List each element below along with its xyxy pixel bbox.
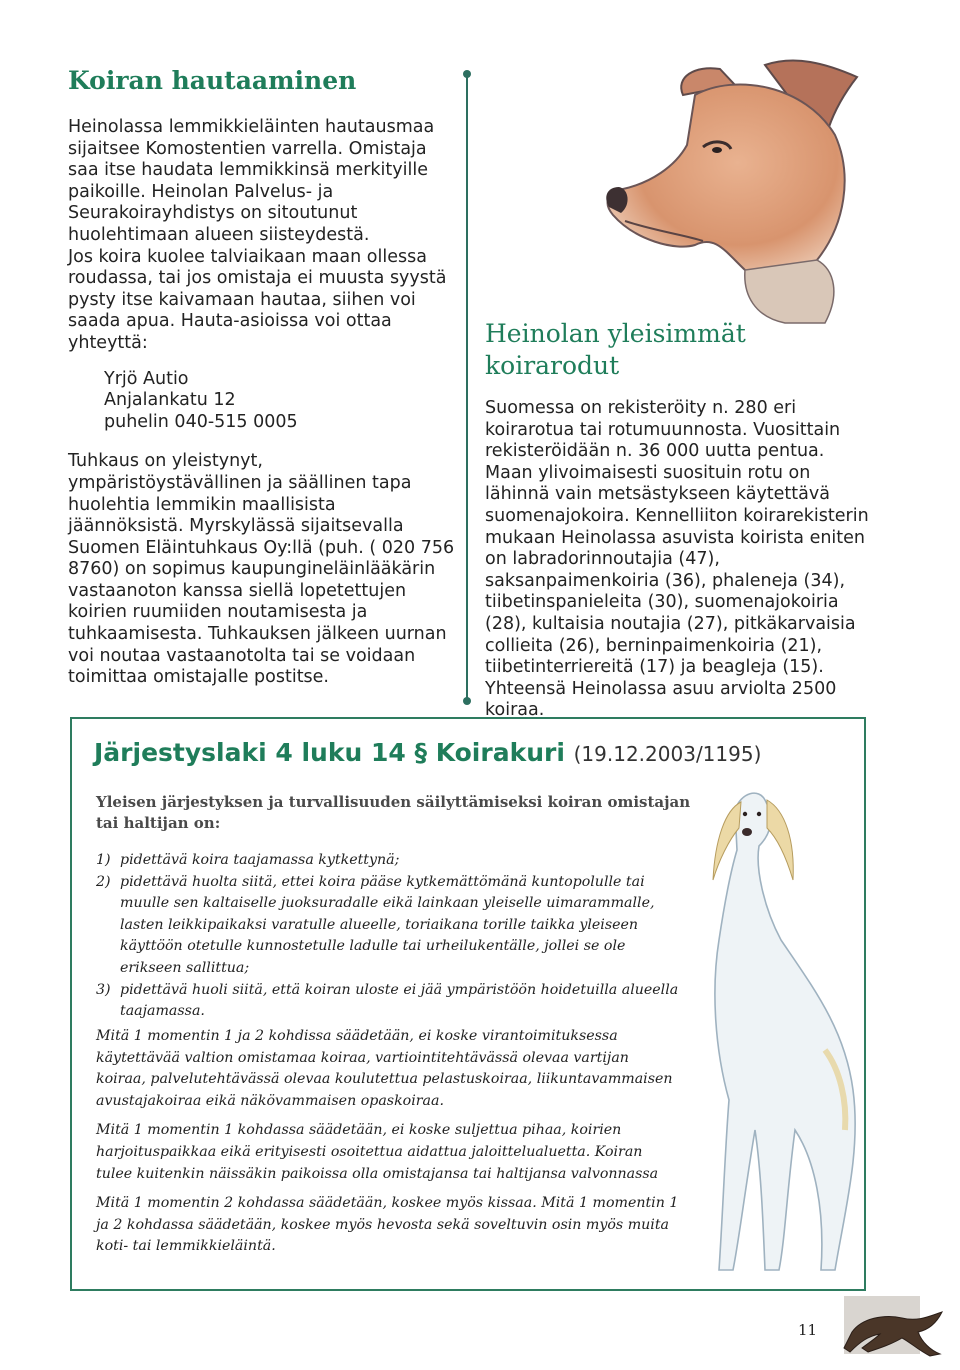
paragraph-cremation: Tuhkaus on yleistynyt, ympäristöystävällinen ja säällinen tapa huolehtia lemmikin maallisista jäännöksistä. Myrskylässä sijaitsevalla Suomen Eläintuhkaus Oy:llä (puh. ( 020 756 8760) on sopimus kaupungineläinlääkärin vastaanoton kanssa siellä lopetettujen koirien ruumiiden noutamisesta ja tuhkaamisesta. Tuhkauksen jälkeen uurnan voi noutaa vastaanotolta tai se voidaan toimittaa omistajalle postitse. xyxy=(68,451,455,688)
list-item-text: pidettävä huolta siitä, ettei koira pääse kytkemättömänä kuntopolulle tai muulle sen kaltaiselle juoksuradalle eikä lainkaan yleiselle uimarammalle, lasten leikkipaikaksi varatulle alueelle, toriaikana torille taikka yleiseen käyttöön otetulle kunnostetulle ladulle tai urheilukentälle, jollei se ole erikseen sallittua; xyxy=(120,873,655,976)
page-number: 11 xyxy=(798,1321,818,1339)
list-item xyxy=(96,980,680,1023)
list-item-text: pidettävä koira taajamassa kytkettynä; xyxy=(120,852,400,868)
law-intro: Yleisen järjestyksen ja turvallisuuden säilyttämiseksi koiran omistajan tai haltijan on: xyxy=(96,793,691,832)
list-item-number: 1) xyxy=(96,852,111,868)
left-column xyxy=(68,117,456,689)
law-items-list xyxy=(96,850,680,1023)
right-column xyxy=(485,398,875,722)
law-paragraph: Mitä 1 momentin 1 kohdassa säädetään, ei koske suljettua pihaa, koirien harjoituspaikkaa eikä erityisesti osoitettua aidattua jaloittelualuetta. Koiran tulee kuitenkin näissäkin paikoissa olla omistajansa tai haltijansa valvonnassa xyxy=(96,1122,659,1182)
law-title xyxy=(94,738,761,767)
contact-phone: puhelin 040-515 0005 xyxy=(104,411,298,432)
paragraph-breeds: Suomessa on rekisteröity n. 280 eri koirarotua tai rotumuunnosta. Vuosittain rekisteröidään n. 36 000 uutta pentua. Maan ylivoimaisesti suosituin rotu on lähinnä vain metsästykseen käytettävä suomenajokoira. Kennelliiton koirarekisterin mukaan Heinolassa asuvista koirista eniten on labradorinnoutajia (47), saksanpaimenkoiria (36), phaleneja (34), tiibetinspanieleita (30), suomenajokoiria (28), kultaisia noutajia (27), pitkäkarvaisia collieita (26), berninpaimenkoiria (21), tiibetinterriereitä (17) ja beagleja (15). Yhteensä Heinolassa asuu arviolta 2500 koiraa. xyxy=(485,398,869,721)
list-item-number: 3) xyxy=(96,981,111,998)
list-item-number: 2) xyxy=(96,873,111,890)
contact-block xyxy=(104,369,456,434)
column-divider xyxy=(466,74,468,700)
left-title: Koiran hautaaminen xyxy=(68,66,357,95)
paragraph-cemetery: Heinolassa lemmikkieläinten hautausmaa sijaitsee Komostentien varrella. Omistaja saa itse haudata lemmikkinsä merkityille paikoille. Heinolan Palvelus- ja Seurakoirayhdistys on sitoutunut huolehtimaan alueen siisteydestä. xyxy=(68,117,435,245)
contact-name: Yrjö Autio xyxy=(104,368,189,389)
right-title: Heinolan yleisimmät koirarodut xyxy=(485,319,746,380)
list-item-text: pidettävä huoli siitä, että koiran uloste ei jää ympäristöön hoidetuilla alueella taajamassa. xyxy=(120,981,679,1020)
section-symbol: § xyxy=(414,738,427,767)
law-paragraph: Mitä 1 momentin 2 kohdassa säädetään, koskee myös kissaa. Mitä 1 momentin 1 ja 2 kohdassa säädetään, koskee myös hevosta sekä soveltuvin osin myös muita koti- tai lemmikkieläintä. xyxy=(96,1195,679,1255)
law-title-prefix: Järjestyslaki 4 luku 14 xyxy=(94,738,406,767)
dog-head-illustration xyxy=(595,55,870,325)
law-paragraph: Mitä 1 momentin 1 ja 2 kohdissa säädetään, ei koske virantoimituksessa käytettävää valtion omistamaa koiraa, vartiointitehtävässä olevaa vartijan koiraa, palvelutehtävässä olevaa koulutettua pelastuskoiraa, liikuntavammaisen avustajakoiraa eikä näkövammaisen opaskoiraa. xyxy=(96,1028,673,1109)
saluki-illustration xyxy=(675,770,875,1290)
contact-street: Anjalankatu 12 xyxy=(104,390,236,411)
law-date: (19.12.2003/1195) xyxy=(573,742,762,766)
list-item xyxy=(96,850,680,872)
divider-dot-bottom xyxy=(463,697,471,705)
law-title-suffix: Koirakuri xyxy=(435,738,565,767)
law-paragraphs xyxy=(96,1026,680,1258)
divider-dot-top xyxy=(463,70,471,78)
running-dog-illustration xyxy=(832,1296,952,1364)
list-item xyxy=(96,872,680,980)
paragraph-winter-help: Jos koira kuolee talviaikaan maan ollessa roudassa, tai jos omistaja ei muusta syystä pysty itse kaivamaan hautaa, siihen voi saada apua. Hauta-asioissa voi ottaa yhteyttä: xyxy=(68,246,447,353)
